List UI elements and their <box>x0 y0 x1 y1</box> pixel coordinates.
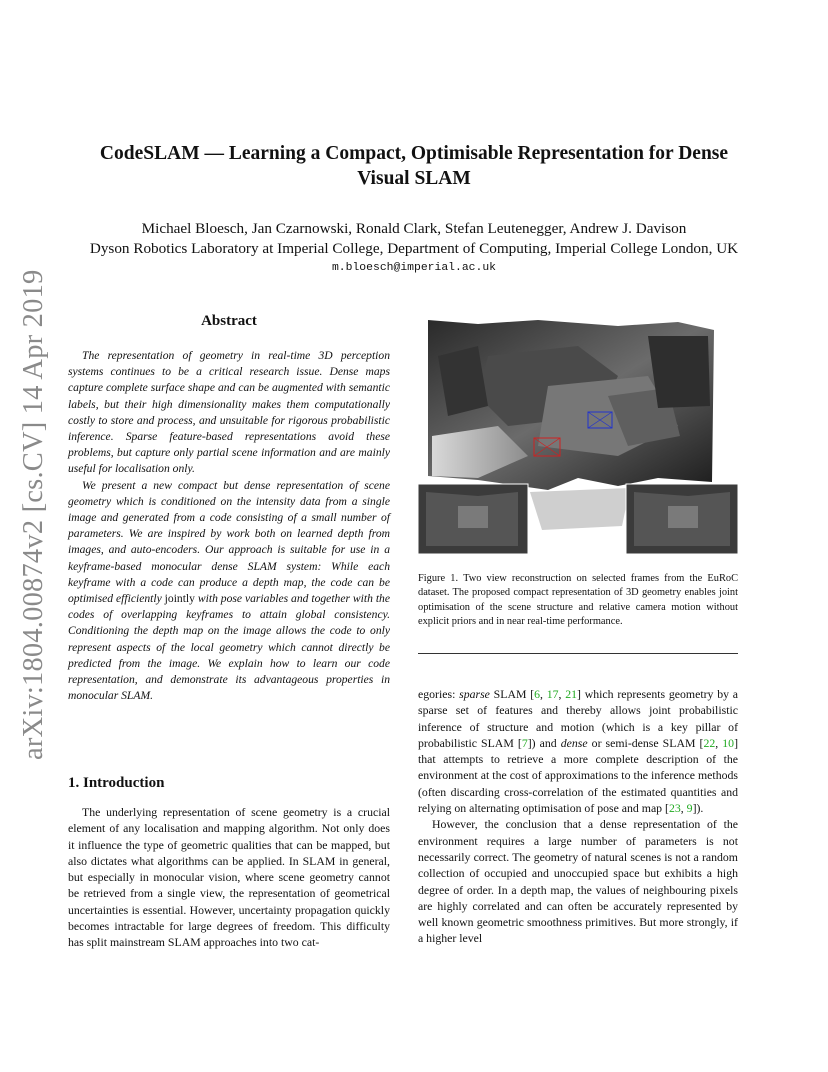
title-line-2: Visual SLAM <box>357 168 471 189</box>
figure-divider <box>418 653 738 654</box>
citation-link[interactable]: 21 <box>565 687 578 701</box>
arxiv-identifier: arXiv:1804.00874v2 [cs.CV] 14 Apr 2019 <box>18 269 49 760</box>
title-line-1: CodeSLAM — Learning a Compact, Optimisable Representation for Dense <box>99 143 729 164</box>
abstract-text: We present a new compact but dense representation of scene geometry which is conditioned on the intensity data from a single image and generated from a code consisting of a small number of parameters. We are inspired by work both on learned depth from images, and auto-encoders. Our approach is suitable for use in a keyframe-based monocular dense SLAM system: While each keyframe with a code can produce a depth map, the code can be optimised efficiently <box>68 478 390 606</box>
body-text: ]) and <box>527 735 561 750</box>
figure-1-reconstruction-image <box>418 316 738 556</box>
introduction-continued <box>418 686 738 947</box>
citation-link[interactable]: 7 <box>521 735 528 750</box>
body-text: or semi-dense SLAM [ <box>587 735 704 750</box>
body-text: ] which represents geometry by a sparse set of features and thereby allows joint probabilistic inference of structure and motion (which is a key pillar of probabilistic SLAM [ <box>418 687 738 750</box>
author-email[interactable]: m.bloesch@imperial.ac.uk <box>331 262 497 274</box>
figure-1-caption: Figure 1. Two view reconstruction on selected frames from the EuRoC dataset. The proposed compact representation of 3D geometry enables joint optimisation of the scene structure and relative camera motion without explicit priors and in near real-time performance. <box>418 573 738 628</box>
introduction-paragraph-2: However, the conclusion that a dense representation of the environment requires a large number of parameters is not necessarily correct. The geometry of natural scenes is not a random collection of occupied and unoccupied space but exhibits a high degree of order. In a depth map, the values of neighbouring pixels are highly correlated and can often be accurately represented by well known geometric smoothness primitives. But more strongly, if a higher level <box>418 817 738 946</box>
emphasis-dense: dense <box>560 735 588 750</box>
citation-link[interactable]: 10 <box>722 735 735 750</box>
citation-link[interactable]: 6 <box>534 687 541 701</box>
introduction-heading: 1. Introduction <box>68 775 165 791</box>
affiliation: Dyson Robotics Laboratory at Imperial College, Department of Computing, Imperial College London, UK <box>89 240 739 257</box>
abstract-heading: Abstract <box>201 313 257 329</box>
citation-link[interactable]: 23 <box>668 801 681 816</box>
citation-link[interactable]: 9 <box>686 801 693 816</box>
body-text: egories: <box>418 687 460 701</box>
authors: Michael Bloesch, Jan Czarnowski, Ronald Clark, Stefan Leutenegger, Andrew J. Davison <box>141 220 687 237</box>
author-block <box>40 219 788 259</box>
citation-link[interactable]: 22 <box>703 735 716 750</box>
emphasis-sparse: sparse <box>459 687 490 701</box>
paper-title <box>60 141 768 191</box>
body-text: ] that attempts to retrieve a more complete description of the environment at the cost of approximations to the inference methods (often discarding cross-correlation of the estimated quantities and relying on alternating optimisation of pose and map [ <box>418 735 738 816</box>
abstract-body <box>68 348 390 704</box>
introduction-body <box>68 804 390 951</box>
abstract-upright-word: jointly <box>164 592 195 606</box>
introduction-paragraph-1-continued: egories: sparse SLAM [6, 17, 21] which represents geometry by a sparse set of features and thereby allows joint probabilistic inference of structure and motion (which is a key pillar of probabilistic SLAM [7]) and dense or semi-dense SLAM [22, 10] that attempts to retrieve a more complete description of the environment at the cost of approximations to the inference methods (often discarding cross-correlation of the estimated quantities and relying on alternating optimisation of pose and map [23, 9]). <box>418 687 738 816</box>
abstract-paragraph-2 <box>68 478 390 705</box>
body-text: ]). <box>692 801 704 816</box>
citation-link[interactable]: 17 <box>546 687 559 701</box>
abstract-text: with pose variables and together with the codes of overlapping keyframes to attain global consistency. Conditioning the depth map on the image allows the code to only represent aspects of the local geometry which cannot directly be predicted from the image. We explain how to learn our code representation, and demonstrate its advantageous properties in monocular SLAM. <box>68 592 390 703</box>
body-text: SLAM [ <box>489 687 535 701</box>
introduction-paragraph-1: The underlying representation of scene geometry is a crucial element of any localisation and mapping algorithm. Not only does it influence the type of geometric qualities that can be mapped, but also dictates what algorithms can be applied. In SLAM in general, but especially in monocular vision, where scene geometry cannot be retrieved from a single view, the representation of geometrical uncertainties is essential. However, uncertainty propagation quickly becomes intractable for large degrees of freedom. This difficulty has split mainstream SLAM approaches into two cat- <box>68 805 390 950</box>
abstract-paragraph-1: The representation of geometry in real-time 3D perception systems continues to be a critical research issue. Dense maps capture complete surface shape and can be augmented with semantic labels, but their high dimensionality makes them computationally costly to store and process, and unsuitable for rigorous probabilistic inference. Sparse feature-based representations avoid these problems, but capture only partial scene information and are mainly useful for localisation only. <box>68 349 390 476</box>
